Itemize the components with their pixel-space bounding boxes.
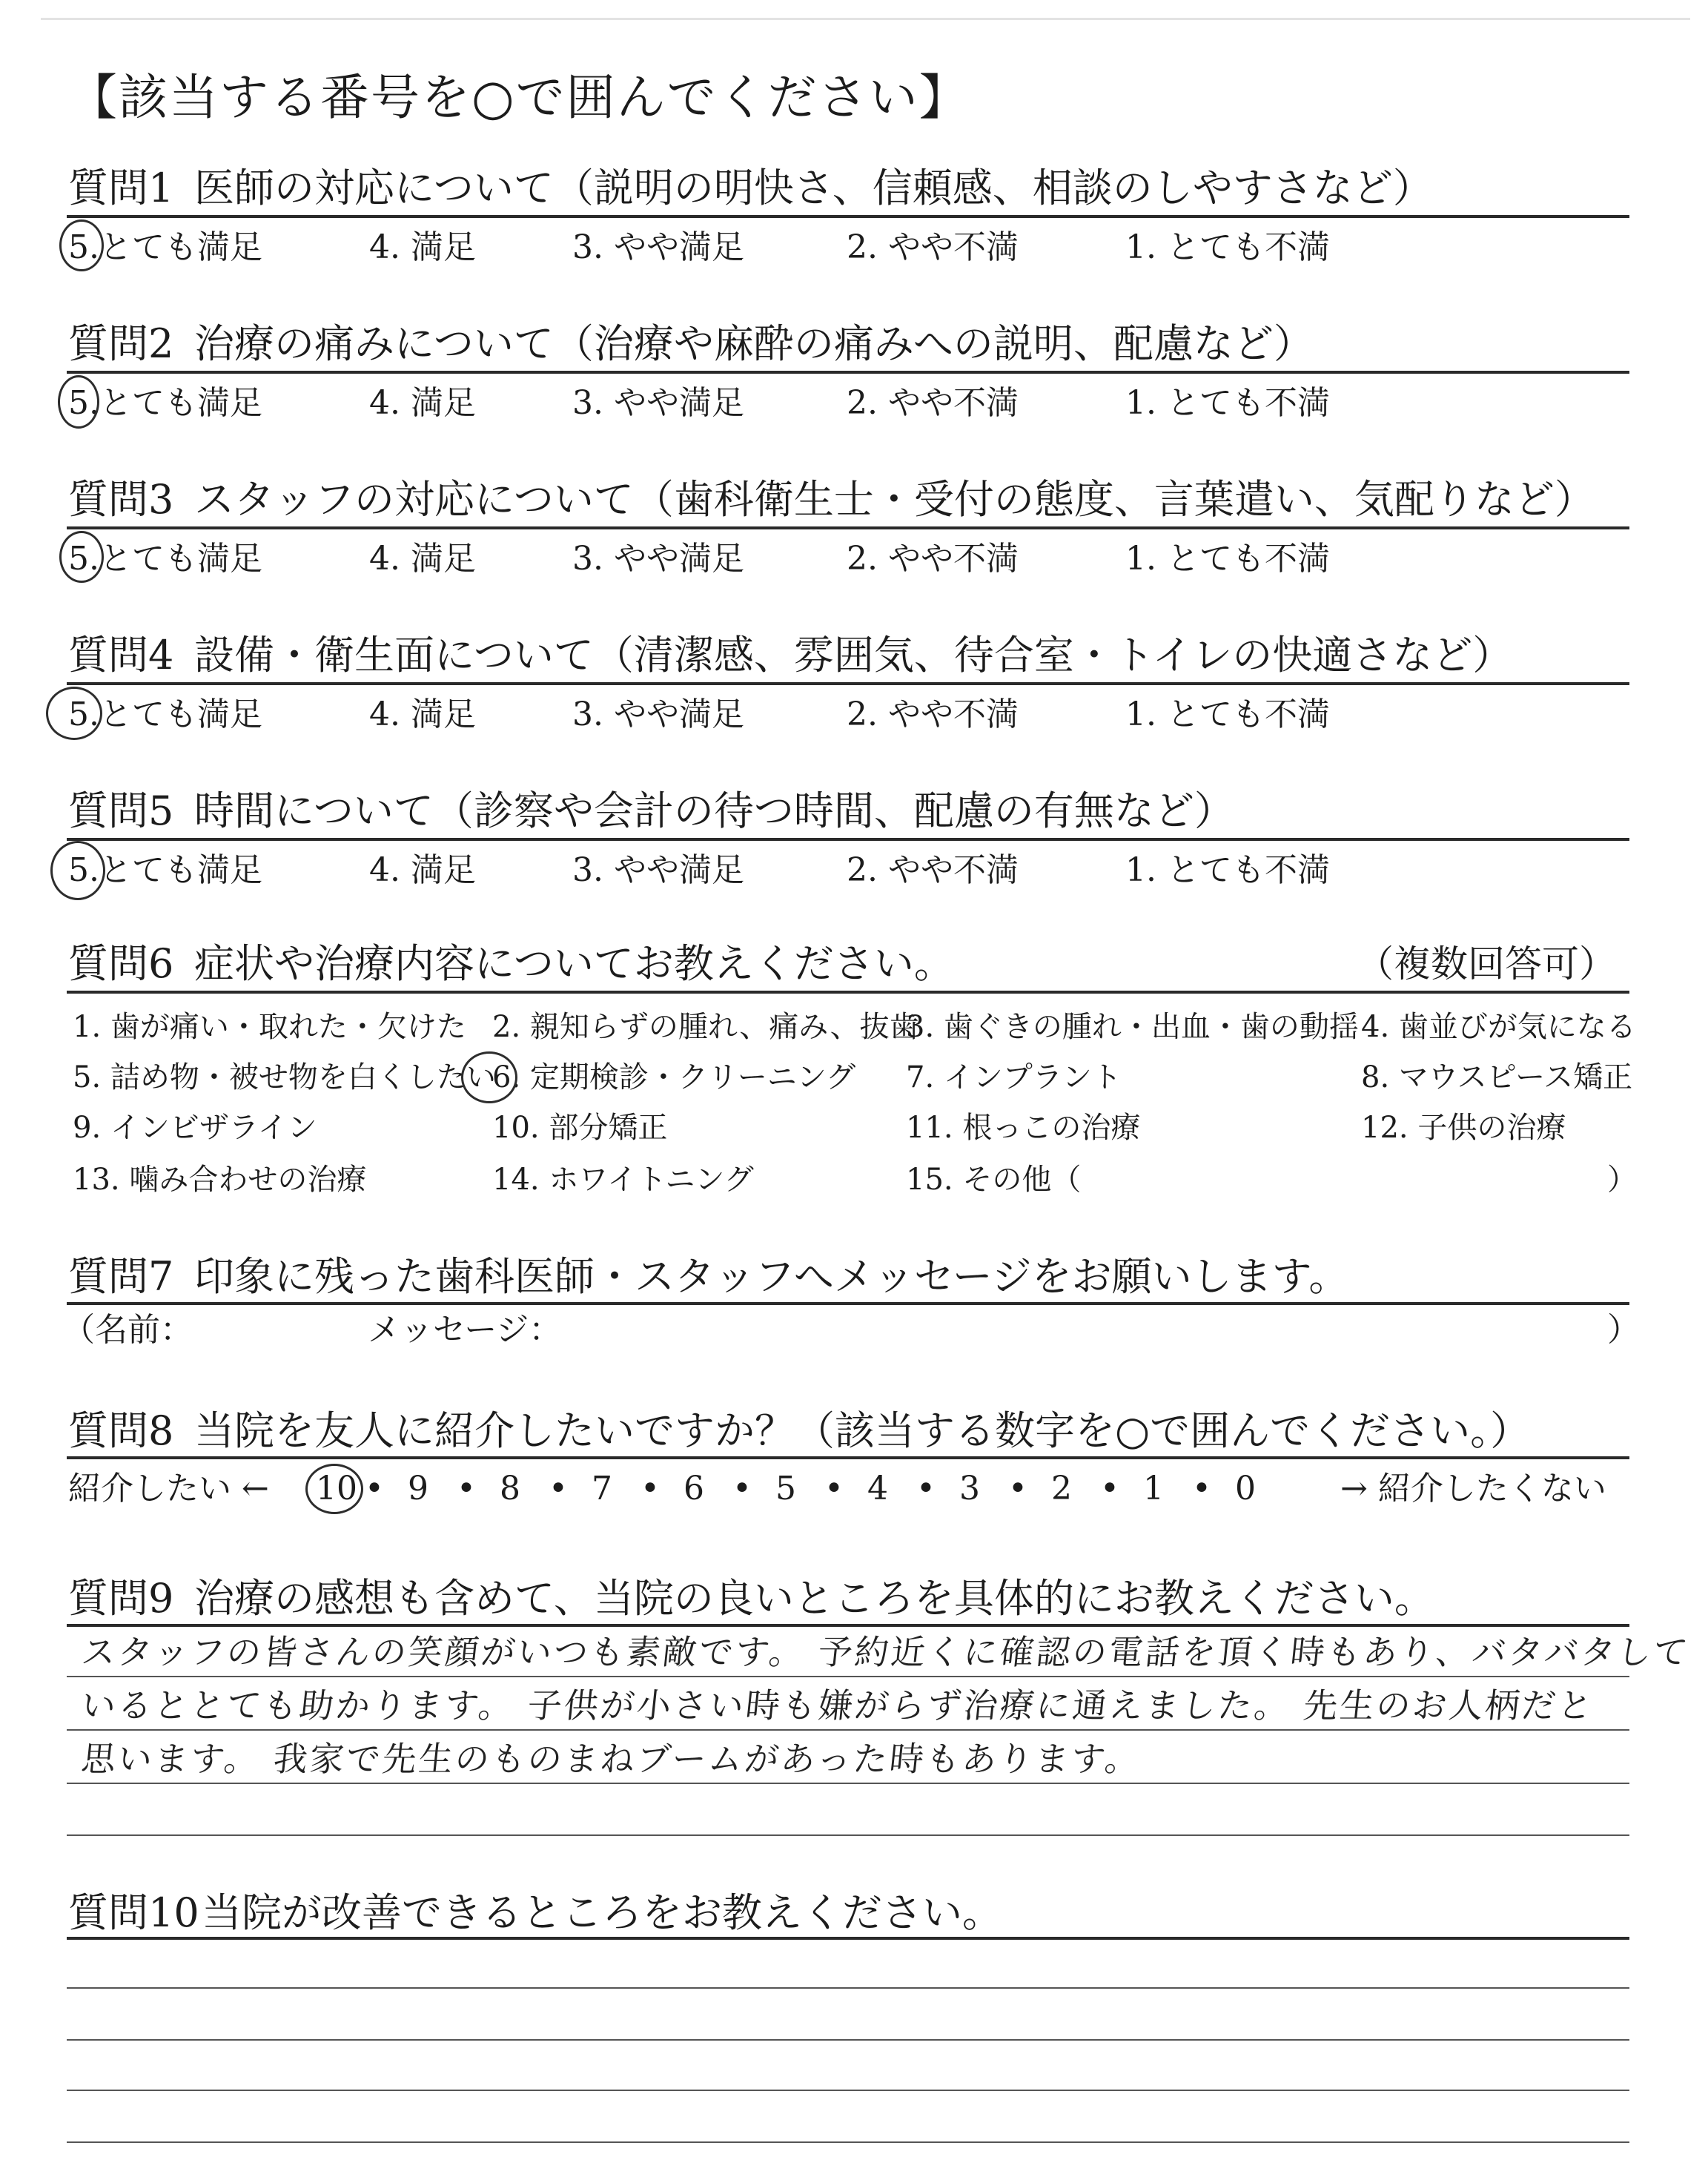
- multiple-answer-note: （複数回答可）: [1357, 942, 1616, 985]
- option-4[interactable]: 4. 満足: [369, 228, 476, 266]
- question-text: スタッフの対応について（歯科衛生士・受付の態度、言葉遣い、気配りなど）: [194, 476, 1595, 523]
- option-5[interactable]: 5.とても満足: [68, 696, 262, 733]
- recommend-right-label: → 紹介したくない: [1340, 1470, 1606, 1507]
- question-number: 質問5: [68, 787, 174, 834]
- symptom-option[interactable]: 12. 子供の治療: [1361, 1111, 1566, 1145]
- recommend-score-8[interactable]: 8: [500, 1470, 520, 1507]
- option-5[interactable]: 5.とても満足: [68, 851, 262, 889]
- answer-line: スタッフの皆さんの笑顔がいつも素敵です。 予約近くに確認の電話を頂く時もあり、バタバタして: [79, 1632, 1692, 1672]
- recommend-score-10[interactable]: 10: [316, 1470, 357, 1507]
- option-3[interactable]: 3. やや満足: [572, 851, 744, 889]
- option-1[interactable]: 1. とても不満: [1125, 851, 1330, 889]
- recommend-score-7[interactable]: 7: [592, 1470, 612, 1507]
- question-4: [68, 632, 1512, 679]
- selection-circle: [59, 219, 104, 271]
- recommend-score-1[interactable]: 1: [1143, 1470, 1164, 1507]
- option-2[interactable]: 2. やや不満: [847, 696, 1019, 733]
- message-label: メッセージ：: [368, 1311, 562, 1349]
- answer-rule: [67, 2141, 1629, 2143]
- question-rule: [67, 371, 1629, 374]
- recommend-left-label: 紹介したい ←: [68, 1470, 269, 1507]
- selection-circle: [58, 375, 99, 429]
- answer-rule: [67, 1783, 1629, 1784]
- selection-circle: [46, 687, 102, 740]
- question-text: 症状や治療内容についてお教えください。: [194, 940, 954, 987]
- option-4[interactable]: 4. 満足: [369, 384, 476, 422]
- selection-circle: [50, 841, 105, 900]
- option-3[interactable]: 3. やや満足: [572, 540, 744, 578]
- question-number: 質問7: [68, 1253, 174, 1300]
- question-3: [68, 476, 1595, 524]
- option-4[interactable]: 4. 満足: [369, 851, 476, 889]
- symptom-option[interactable]: 4. 歯並びが気になる: [1361, 1010, 1636, 1044]
- question-number: 質問3: [68, 476, 174, 523]
- scale-separator-dot: •: [1100, 1470, 1119, 1507]
- option-3[interactable]: 3. やや満足: [572, 228, 744, 266]
- question-number: 質問8: [68, 1407, 174, 1454]
- question-rule: [67, 526, 1629, 529]
- question-text: 時間について（診察や会計の待つ時間、配慮の有無など）: [194, 787, 1234, 834]
- question-rule: [67, 682, 1629, 685]
- scale-separator-dot: •: [732, 1470, 752, 1507]
- option-5[interactable]: 5.とても満足: [68, 228, 262, 266]
- question-text: 当院が改善できるところをお教えください。: [202, 1889, 1002, 1936]
- symptom-option[interactable]: 13. 噛み合わせの治療: [73, 1163, 367, 1197]
- symptom-option[interactable]: 7. インプラント: [906, 1060, 1122, 1094]
- name-label: （名前：: [62, 1311, 193, 1349]
- selection-circle: [59, 531, 104, 583]
- question-text: 医師の対応について（説明の明快さ、信頼感、相談のしやすさなど）: [194, 165, 1433, 211]
- question-rule: [67, 215, 1629, 218]
- option-3[interactable]: 3. やや満足: [572, 384, 744, 422]
- question-text: 治療の痛みについて（治療や麻酔の痛みへの説明、配慮など）: [194, 320, 1314, 367]
- option-2[interactable]: 2. やや不満: [847, 228, 1019, 266]
- question-rule: [67, 1302, 1629, 1305]
- answer-rule: [67, 1834, 1629, 1836]
- question-9: [68, 1575, 1434, 1622]
- answer-rule: [67, 1676, 1629, 1677]
- symptom-option[interactable]: 3. 歯ぐきの腫れ・出血・歯の動揺: [906, 1010, 1359, 1044]
- question-text: 当院を友人に紹介したいですか？（該当する数字を○で囲んでください。）: [194, 1407, 1531, 1454]
- option-1[interactable]: 1. とても不満: [1125, 540, 1330, 578]
- answer-rule: [67, 1729, 1629, 1731]
- symptom-option[interactable]: 8. マウスピース矯正: [1361, 1060, 1633, 1094]
- scale-separator-dot: •: [916, 1470, 936, 1507]
- symptom-option[interactable]: 1. 歯が痛い・取れた・欠けた: [73, 1010, 466, 1044]
- answer-rule: [67, 1987, 1629, 1989]
- option-3[interactable]: 3. やや満足: [572, 696, 744, 733]
- question-number: 質問9: [68, 1575, 174, 1622]
- recommend-score-3[interactable]: 3: [959, 1470, 980, 1507]
- question-5: [68, 787, 1234, 835]
- question-text: 治療の感想も含めて、当院の良いところを具体的にお教えください。: [194, 1575, 1434, 1622]
- question-6: [68, 940, 954, 988]
- question-rule: [67, 1624, 1629, 1627]
- symptom-option[interactable]: 10. 部分矯正: [492, 1111, 668, 1145]
- recommend-score-4[interactable]: 4: [867, 1470, 888, 1507]
- answer-rule: [67, 2090, 1629, 2091]
- scale-separator-dot: •: [824, 1470, 844, 1507]
- question-rule: [67, 1937, 1629, 1940]
- symptom-option[interactable]: 6. 定期検診・クリーニング: [492, 1060, 856, 1094]
- option-5[interactable]: 5.とても満足: [68, 384, 262, 422]
- question-text: 設備・衛生面について（清潔感、雰囲気、待合室・トイレの快適さなど）: [194, 632, 1513, 678]
- symptom-option[interactable]: 15. その他（: [906, 1163, 1082, 1197]
- option-2[interactable]: 2. やや不満: [847, 384, 1019, 422]
- question-7: [68, 1253, 1348, 1301]
- scale-separator-dot: •: [365, 1470, 384, 1507]
- recommend-score-9[interactable]: 9: [408, 1470, 428, 1507]
- top-border: [41, 18, 1690, 20]
- answer-line: 思います。 我家で先生のものまねブームがあった時もあります。: [79, 1739, 1144, 1779]
- question-number: 質問1: [68, 165, 174, 211]
- option-2[interactable]: 2. やや不満: [847, 851, 1019, 889]
- scale-separator-dot: •: [640, 1470, 660, 1507]
- question-1: [68, 165, 1433, 212]
- answer-rule: [67, 2039, 1629, 2041]
- option-1[interactable]: 1. とても不満: [1125, 228, 1330, 266]
- recommend-score-2[interactable]: 2: [1051, 1470, 1072, 1507]
- scale-separator-dot: •: [549, 1470, 568, 1507]
- question-number: 質問6: [68, 940, 174, 987]
- question-2: [68, 320, 1314, 368]
- option-2[interactable]: 2. やや不満: [847, 540, 1019, 578]
- question-text: 印象に残った歯科医師・スタッフへメッセージをお願いします。: [194, 1253, 1349, 1300]
- recommend-score-0[interactable]: 0: [1235, 1470, 1256, 1507]
- question-rule: [67, 1456, 1629, 1459]
- option-4[interactable]: 4. 満足: [369, 696, 476, 733]
- recommend-score-5[interactable]: 5: [775, 1470, 796, 1507]
- symptom-option[interactable]: 14. ホワイトニング: [492, 1163, 754, 1197]
- recommend-score-6[interactable]: 6: [683, 1470, 704, 1507]
- question-number: 質問4: [68, 632, 174, 678]
- question-10: [68, 1889, 1002, 1937]
- scale-separator-dot: •: [1008, 1470, 1027, 1507]
- symptom-option[interactable]: 2. 親知らずの腫れ、痛み、抜歯: [492, 1010, 919, 1044]
- question-8: [68, 1407, 1530, 1455]
- selection-circle: [461, 1051, 517, 1103]
- question-rule: [67, 838, 1629, 841]
- symptom-option[interactable]: 9. インビザライン: [73, 1111, 317, 1145]
- option-5[interactable]: 5.とても満足: [68, 540, 262, 578]
- question-rule: [67, 991, 1629, 994]
- question-number: 質問2: [68, 320, 174, 367]
- message-close-paren: ）: [1607, 1311, 1640, 1349]
- symptom-option[interactable]: 5. 詰め物・被せ物を白くしたい: [73, 1060, 496, 1094]
- other-close-paren: ）: [1607, 1163, 1637, 1197]
- symptom-option[interactable]: 11. 根っこの治療: [906, 1111, 1141, 1145]
- answer-line: いるととても助かります。 子供が小さい時も嫌がらず治療に通えました。 先生のお人柄だと: [79, 1685, 1597, 1725]
- scale-separator-dot: •: [457, 1470, 476, 1507]
- sheet-title: 【該当する番号を○で囲んでください】: [68, 69, 970, 126]
- scale-separator-dot: •: [1192, 1470, 1211, 1507]
- option-1[interactable]: 1. とても不満: [1125, 696, 1330, 733]
- selection-circle: [305, 1464, 363, 1514]
- option-1[interactable]: 1. とても不満: [1125, 384, 1330, 422]
- option-4[interactable]: 4. 満足: [369, 540, 476, 578]
- question-number: 質問10: [68, 1889, 199, 1936]
